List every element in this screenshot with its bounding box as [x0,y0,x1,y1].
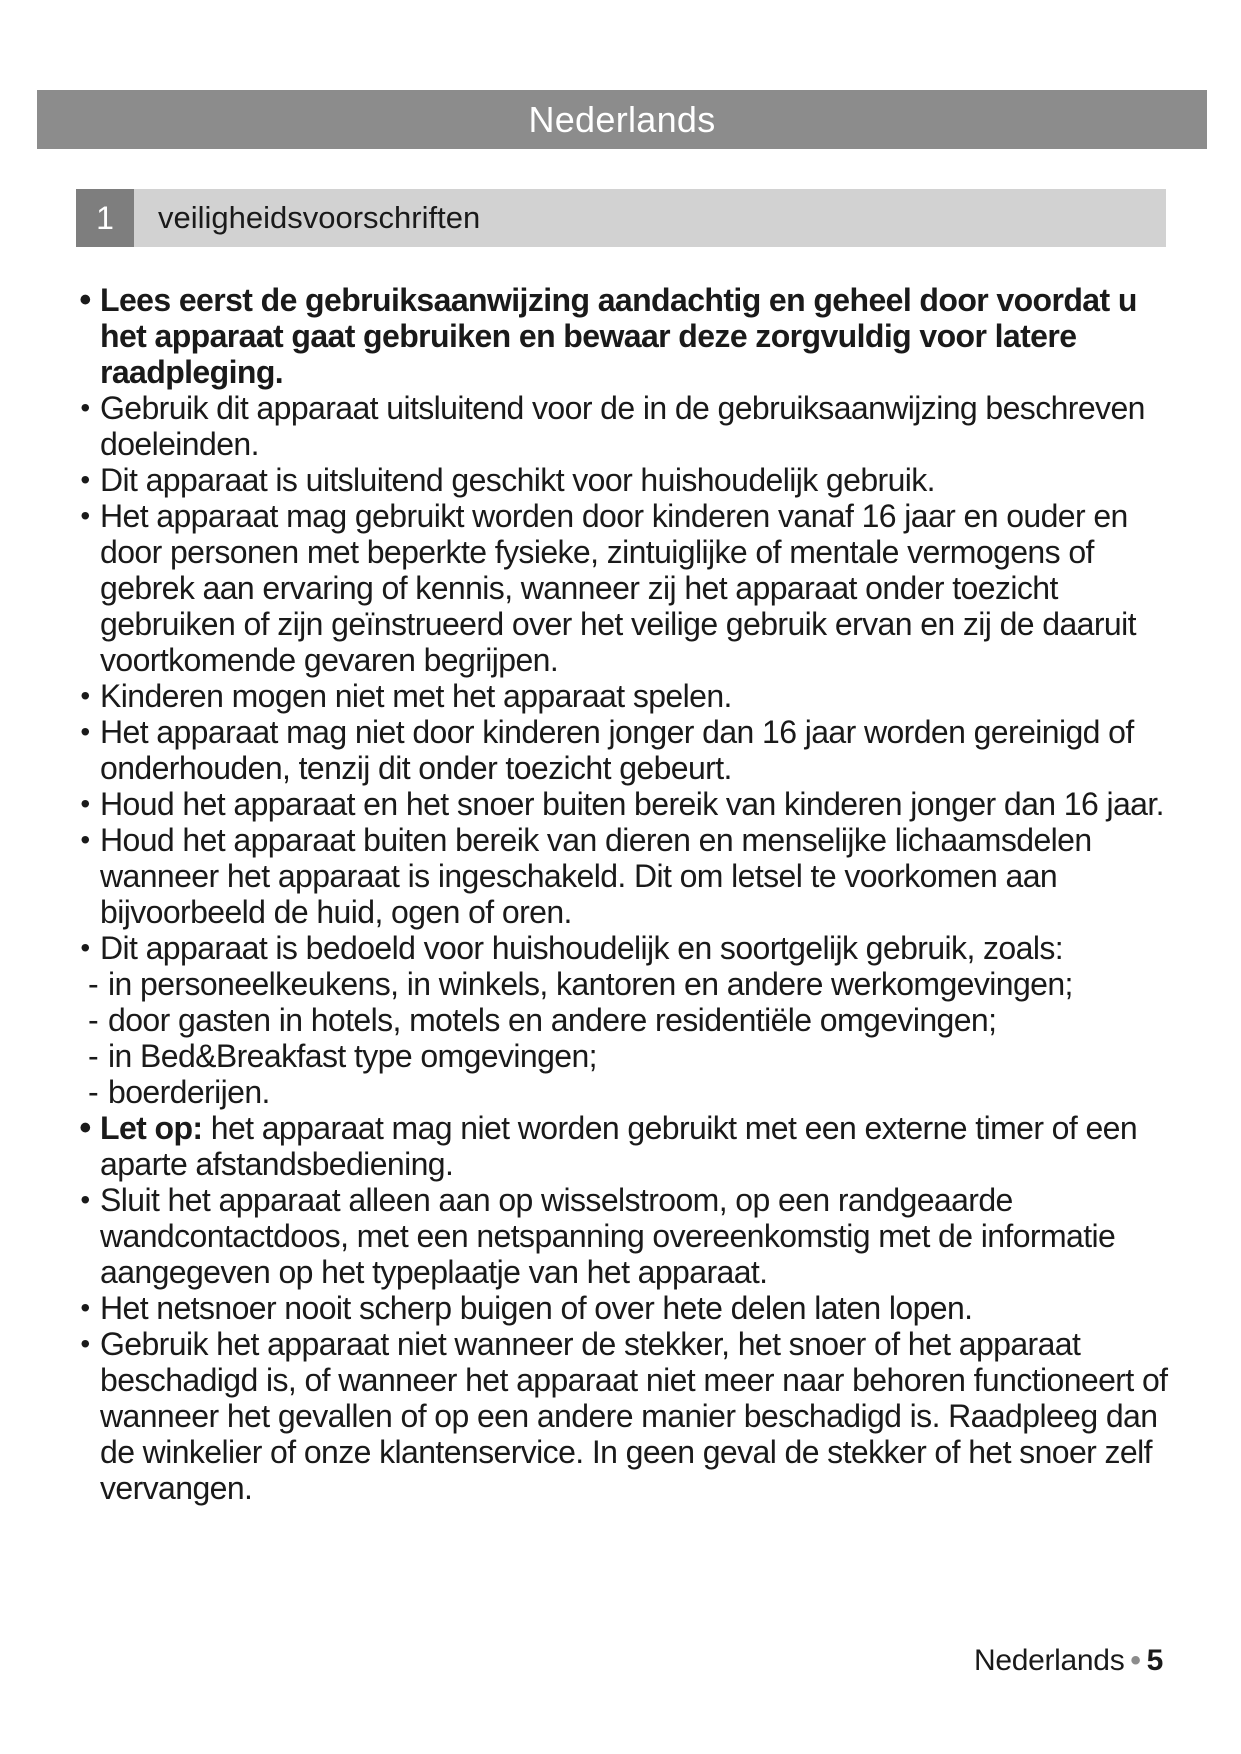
list-item-text: Het netsnoer nooit scherp buigen of over hete delen laten lopen. [100,1290,973,1326]
list-item [70,714,1190,786]
list-item [70,462,1190,498]
bullet-marker: • [80,1328,90,1359]
page-number: 5 [1146,1644,1163,1677]
list-item [70,786,1190,822]
bullet-marker: • [80,788,90,819]
list-item-text: Het apparaat mag niet door kinderen jonger dan 16 jaar worden gereinigd of onderhouden, tenzij dit onder toezicht gebeurt. [100,714,1134,786]
list-item [70,930,1190,966]
list-item-text: Houd het apparaat en het snoer buiten bereik van kinderen jonger dan 16 jaar. [100,786,1164,822]
list-item-text-container [100,1110,1190,1182]
sub-list-item-text: in personeelkeukens, in winkels, kantoren en andere werkomgevingen; [108,966,1073,1002]
bullet-marker: • [80,464,90,495]
bullet-marker: • [80,932,90,963]
section-title: veiligheidsvoorschriften [158,200,481,235]
sub-list-item-text: in Bed&Breakfast type omgevingen; [108,1038,597,1074]
list-item-text: Houd het apparaat buiten bereik van dieren en menselijke lichaamsdelen wanneer het apparaat is ingeschakeld. Dit om letsel te voorkomen aan bijvoorbeeld de huid, ogen of oren. [100,822,1092,930]
dash-marker: - [88,966,99,1002]
section-header [76,189,1166,247]
footer-language-label: Nederlands [973,1644,1125,1677]
bullet-marker: • [80,680,90,711]
list-item [70,1326,1190,1506]
sub-list-item [70,1074,1190,1110]
dash-marker: - [88,1074,99,1110]
bullet-marker: • [79,281,91,319]
list-item [70,282,1190,390]
list-item-text: Sluit het apparaat alleen aan op wisselstroom, op een randgeaarde wandcontactdoos, met een netspanning overeenkomstig met de informatie aangegeven op het typeplaatje van het apparaat. [100,1182,1116,1290]
bullet-marker: • [80,716,90,747]
list-item-text: Dit apparaat is uitsluitend geschikt voor huishoudelijk gebruik. [100,462,935,498]
bullet-marker: • [80,500,90,531]
list-item-text: Dit apparaat is bedoeld voor huishoudelijk en soortgelijk gebruik, zoals: [100,930,1064,966]
warning-label: Let op: [100,1110,203,1146]
bullet-marker: • [80,1292,90,1323]
bullet-marker: • [80,824,90,855]
list-item-text: Kinderen mogen niet met het apparaat spelen. [100,678,732,714]
page-footer [974,1644,1163,1678]
sub-list-item [70,1038,1190,1074]
safety-instructions-list [70,282,1190,1506]
list-item [70,1290,1190,1326]
list-item [70,498,1190,678]
list-item-text: Het apparaat mag gebruikt worden door kinderen vanaf 16 jaar en ouder en door personen met beperkte fysieke, zintuiglijke of mentale vermogens of gebrek aan ervaring of kennis, wanneer zij het apparaat onder toezicht gebruiken of zijn geïnstrueerd over het veilige gebruik ervan en zij de daaruit voortkomende gevaren begrijpen. [100,498,1136,678]
bullet-marker: • [80,1184,90,1215]
list-item [70,822,1190,930]
dash-marker: - [88,1038,99,1074]
footer-separator: • [1130,1644,1141,1677]
language-banner [37,90,1207,149]
sub-list-item-text: boerderijen. [108,1074,270,1110]
bullet-marker: • [79,1109,91,1147]
dash-marker: - [88,1002,99,1038]
list-item-text: het apparaat mag niet worden gebruikt met een externe timer of een aparte afstandsbediening. [100,1110,1138,1182]
list-item-warning [70,1110,1190,1182]
list-item [70,1182,1190,1290]
list-item [70,390,1190,462]
list-item-text: Gebruik het apparaat niet wanneer de stekker, het snoer of het apparaat beschadigd is, of wanneer het apparaat niet meer naar behoren functioneert of wanneer het gevallen of op een andere manier beschadigd is. Raadpleeg dan de winkelier of onze klantenservice. In geen geval de stekker of het snoer zelf vervangen. [100,1326,1168,1506]
section-number: 1 [76,189,134,247]
language-banner-title: Nederlands [528,98,716,140]
sub-list-item [70,1002,1190,1038]
list-item [70,678,1190,714]
list-item-text: Lees eerst de gebruiksaanwijzing aandachtig en geheel door voordat u het apparaat gaat gebruiken en bewaar deze zorgvuldig voor latere raadpleging. [100,282,1137,390]
sub-list-item-text: door gasten in hotels, motels en andere residentiële omgevingen; [108,1002,997,1038]
list-item-text: Gebruik dit apparaat uitsluitend voor de in de gebruiksaanwijzing beschreven doeleinden. [100,390,1145,462]
bullet-marker: • [80,392,90,423]
sub-list-item [70,966,1190,1002]
